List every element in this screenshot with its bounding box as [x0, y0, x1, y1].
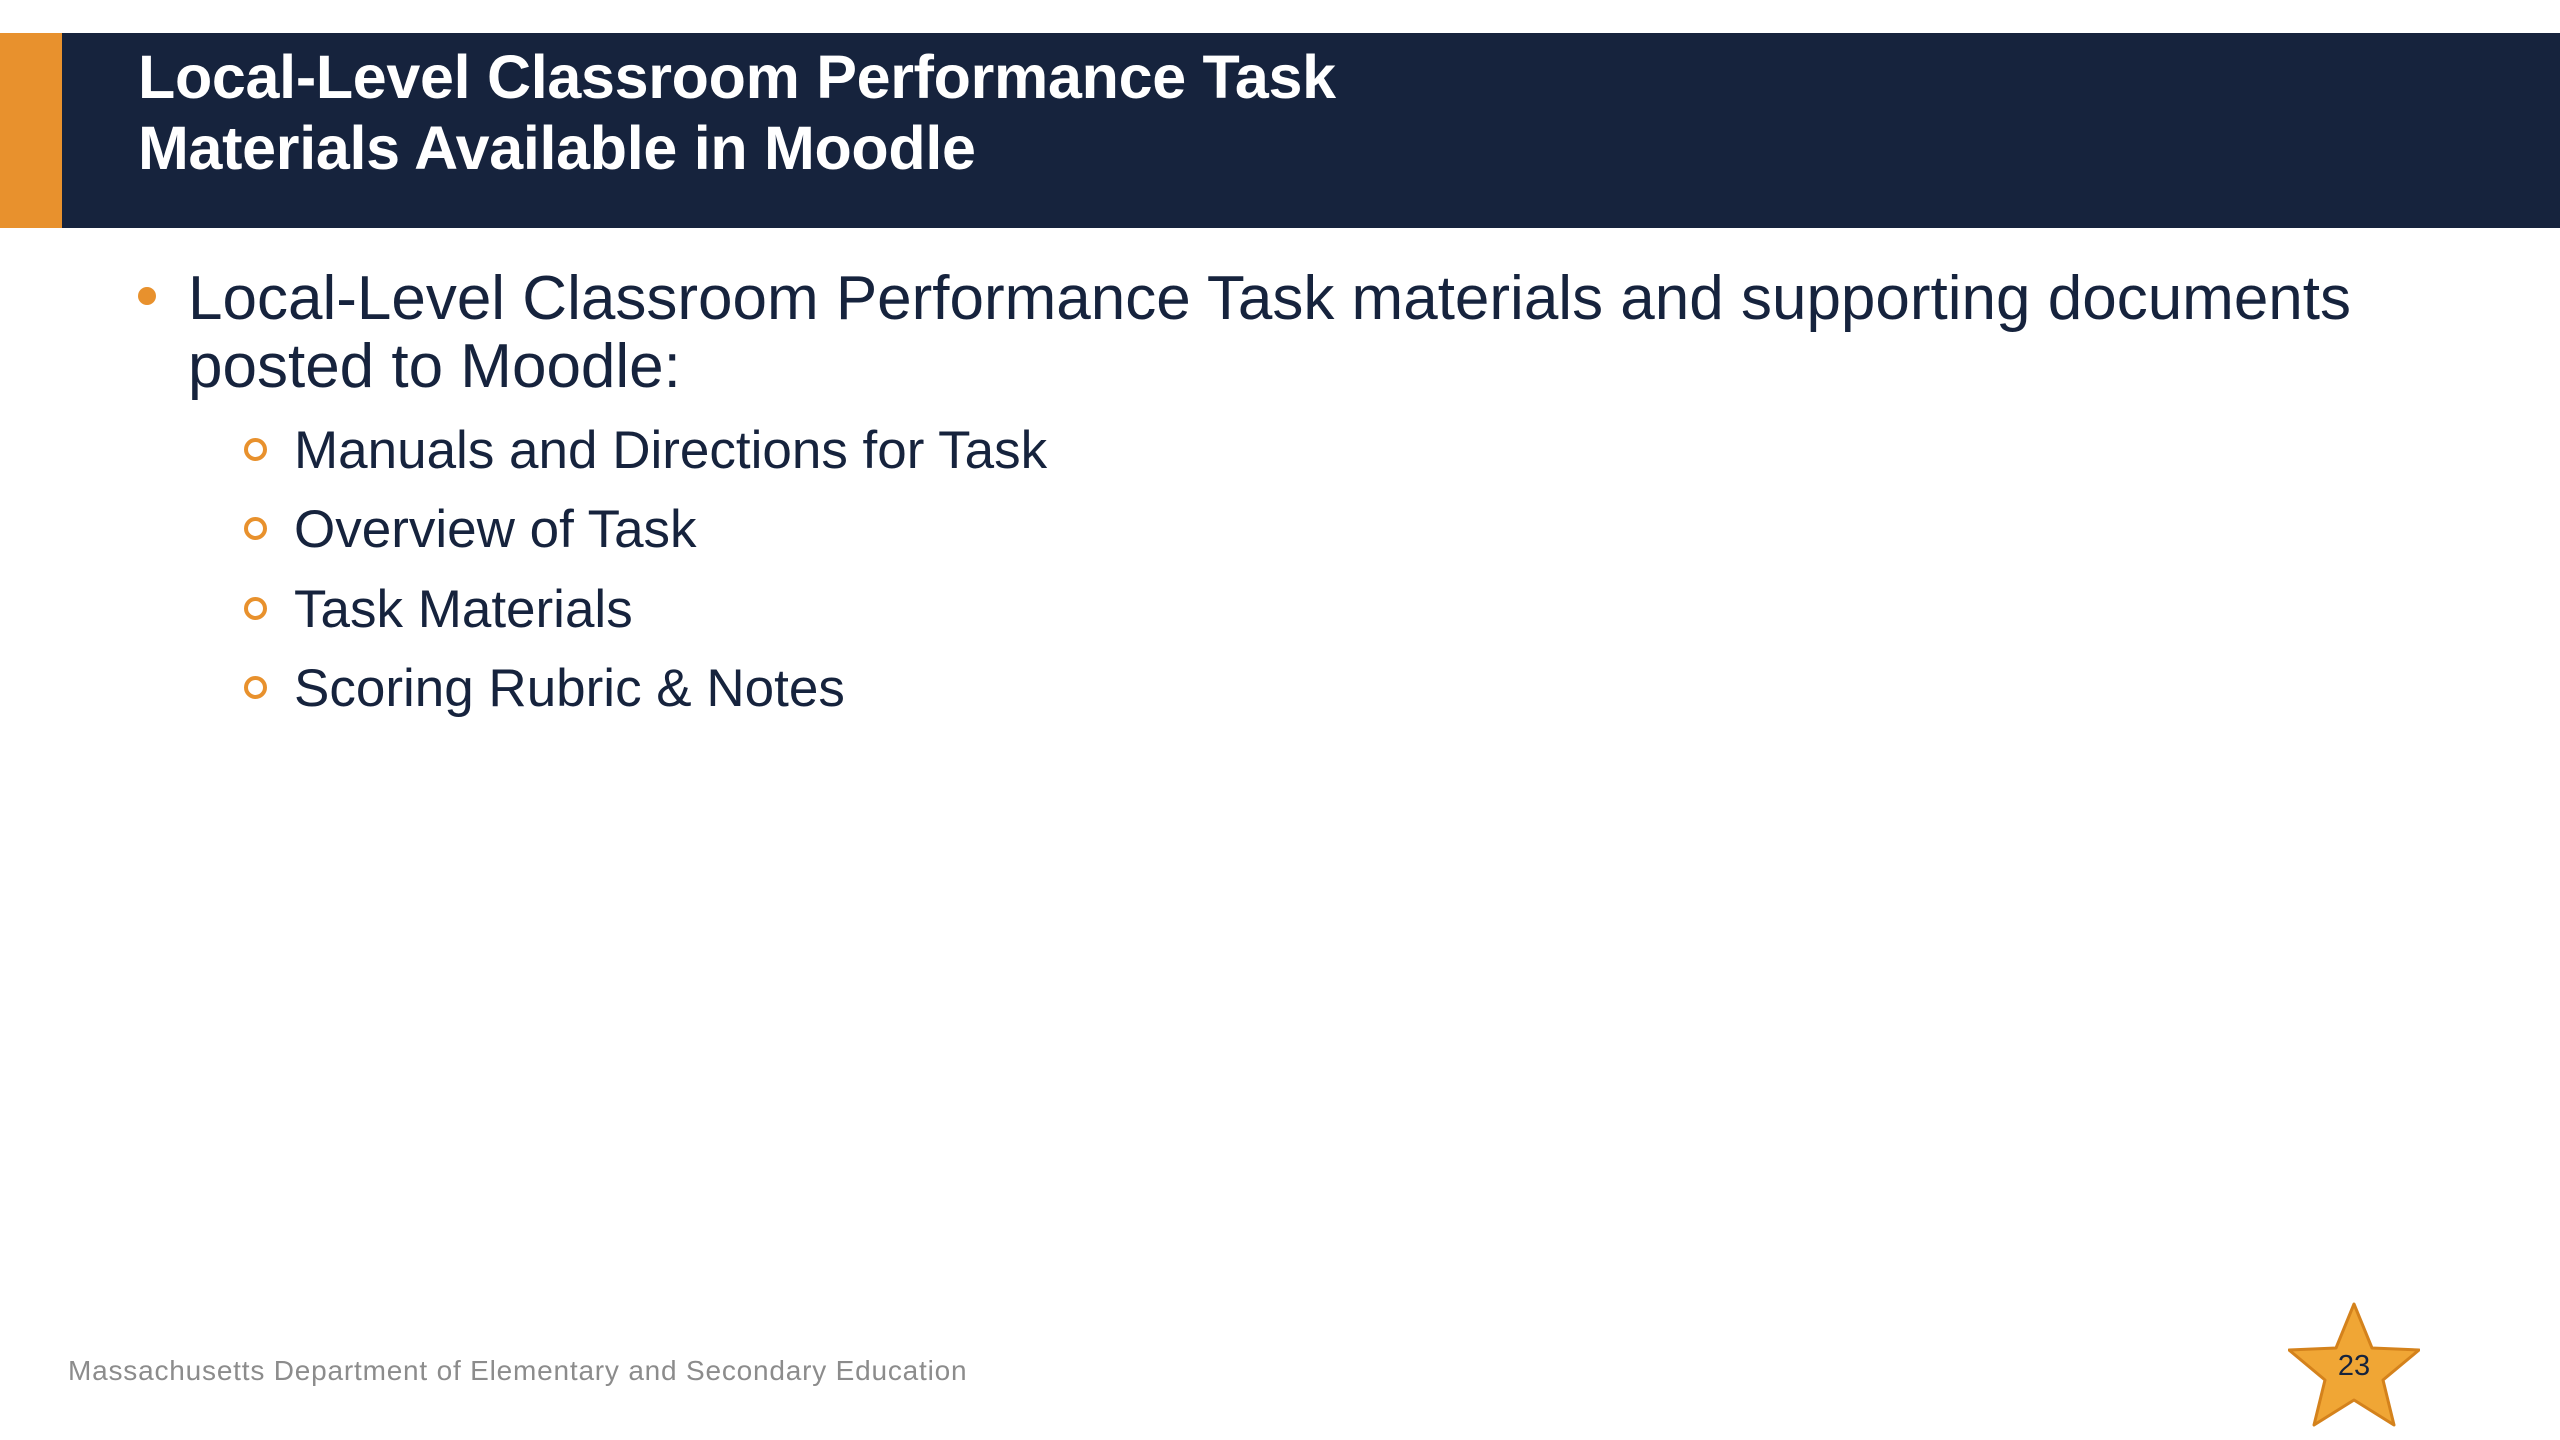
bullet-text: Local-Level Classroom Performance Task materials and supporting documents posted to Moodle: [188, 264, 2352, 401]
bullet-dot-icon [138, 287, 156, 305]
list-item [130, 265, 2368, 400]
bullet-circle-icon [244, 517, 267, 540]
page-title [138, 42, 2438, 185]
footer-organization: Massachusetts Department of Elementary and Secondary Education [68, 1355, 968, 1386]
bullet-circle-icon [244, 676, 267, 699]
bullet-circle-icon [244, 438, 267, 461]
title-accent-bar [0, 33, 62, 228]
slide-number: 23 [2337, 1350, 2371, 1382]
slide-number-badge [2288, 1300, 2420, 1428]
list-item [232, 660, 2560, 718]
slide-body [0, 265, 2560, 739]
sub-item-label: Manuals and Directions for Task [294, 421, 1048, 481]
sub-item-label: Overview of Task [294, 500, 697, 560]
page-title-line-1: Local-Level Classroom Performance Task [138, 43, 1336, 111]
bullet-circle-icon [244, 597, 267, 620]
sub-list [0, 422, 2560, 718]
list-item [232, 581, 2560, 639]
page-title-line-2: Materials Available in Moodle [138, 114, 976, 183]
sub-item-label: Scoring Rubric & Notes [294, 659, 845, 719]
sub-item-label: Task Materials [294, 579, 633, 639]
list-item [232, 422, 2560, 480]
list-item [232, 501, 2560, 559]
